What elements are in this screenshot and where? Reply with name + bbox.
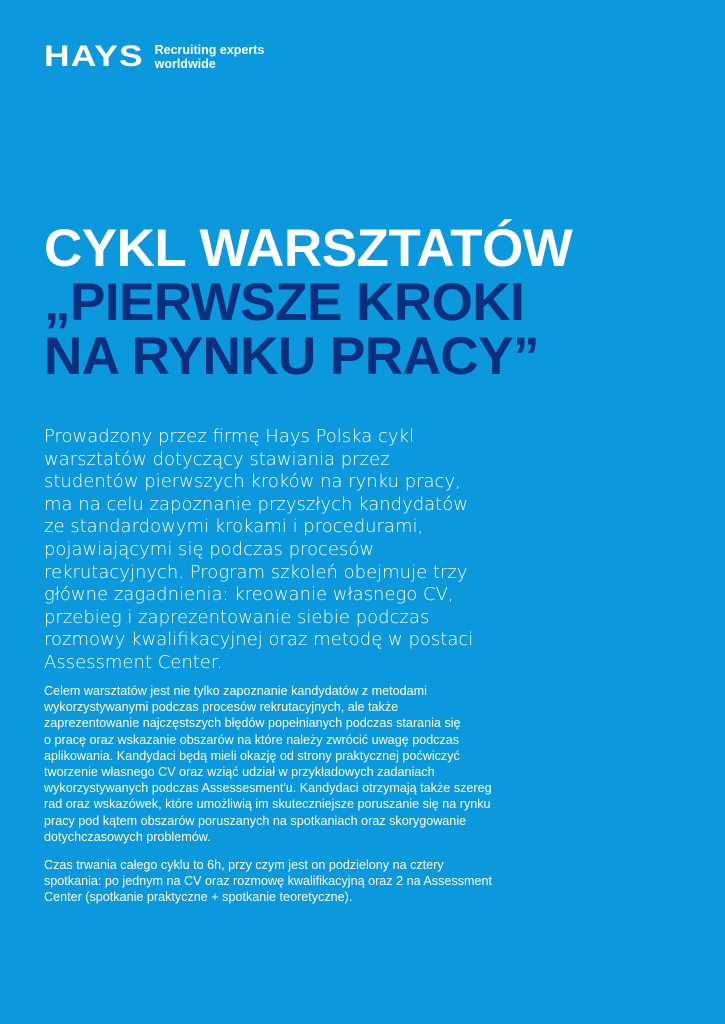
body-line: wykorzystywanymi podczas procesów rekrutacyjnych, ale także — [44, 700, 399, 715]
body-line: Czas trwania całego cyklu to 6h, przy czym jest on podzielony na cztery — [44, 858, 444, 872]
logo-wordmark: HAYS — [44, 40, 144, 73]
title-line: „PIERWSZE KROKI — [44, 273, 525, 332]
lead-line: ze standardowymi krokami i procedurami, — [44, 516, 424, 538]
body-paragraph-goals — [44, 683, 514, 845]
lead-line: studentów pierwszych kroków na rynku pracy, — [44, 471, 461, 493]
hays-logo — [44, 42, 264, 72]
lead-line: główne zagadnienia: kreowanie własnego CV, — [44, 584, 454, 606]
lead-line: warsztatów dotyczący stawiania przez — [44, 448, 390, 470]
body-line: pracy pod kątem obszarów poruszanych na spotkaniach oraz skorygowanie — [44, 813, 467, 828]
title-line: CYKL WARSZTATÓW — [44, 219, 573, 278]
lead-line: przebieg i zaprezentowanie siebie podczas — [44, 606, 430, 628]
lead-line: rekrutacyjnych. Program szkoleń obejmuje trzy — [44, 561, 468, 583]
lead-line: Assessment Center. — [44, 651, 223, 673]
body-line: spotkania: po jednym na CV oraz rozmowę kwalifikacyjną oraz 2 na Assessment — [44, 874, 492, 889]
title-line: NA RYNKU PRACY” — [44, 327, 540, 386]
body-line: rad oraz wskazówek, które umożliwią im skuteczniejsze poruszanie się na rynku — [44, 797, 491, 812]
logo-tagline-line: Recruiting experts — [154, 43, 265, 57]
page-title — [44, 219, 684, 386]
lead-line: ma na celu zapoznanie przyszłych kandydatów — [44, 493, 468, 515]
lead-line: rozmowy kwalifikacyjnej oraz metodę w postaci — [44, 629, 474, 651]
logo-tagline-line: worldwide — [154, 57, 216, 71]
body-line: tworzenie własnego CV oraz wziąć udział w przykładowych zadaniach — [44, 765, 435, 780]
lead-line: pojawiającymi się podczas procesów — [44, 538, 375, 560]
body-line: Celem warsztatów jest nie tylko zapoznanie kandydatów z metodami — [44, 684, 427, 698]
body-line: dotychczasowych problemów. — [44, 829, 211, 844]
lead-line: Prowadzony przez firmę Hays Polska cykl — [44, 426, 415, 447]
body-line: o pracę oraz wskazanie obszarów na które należy zwrócić uwagę podczas — [44, 732, 460, 747]
lead-paragraph — [44, 426, 484, 675]
body-paragraph-duration — [44, 857, 514, 906]
logo-tagline — [155, 43, 265, 71]
body-line: zaprezentowanie najczęstszych błędów popełnianych podczas starania się — [44, 716, 461, 731]
body-line: aplikowania. Kandydaci będą mieli okazję od strony praktycznej poćwiczyć — [44, 748, 460, 763]
body-line: Center (spotkanie praktyczne + spotkanie teoretyczne). — [44, 890, 353, 905]
body-line: wykorzystywanych podczas Assessesment'u. Kandydaci otrzymają także szereg — [44, 781, 492, 796]
